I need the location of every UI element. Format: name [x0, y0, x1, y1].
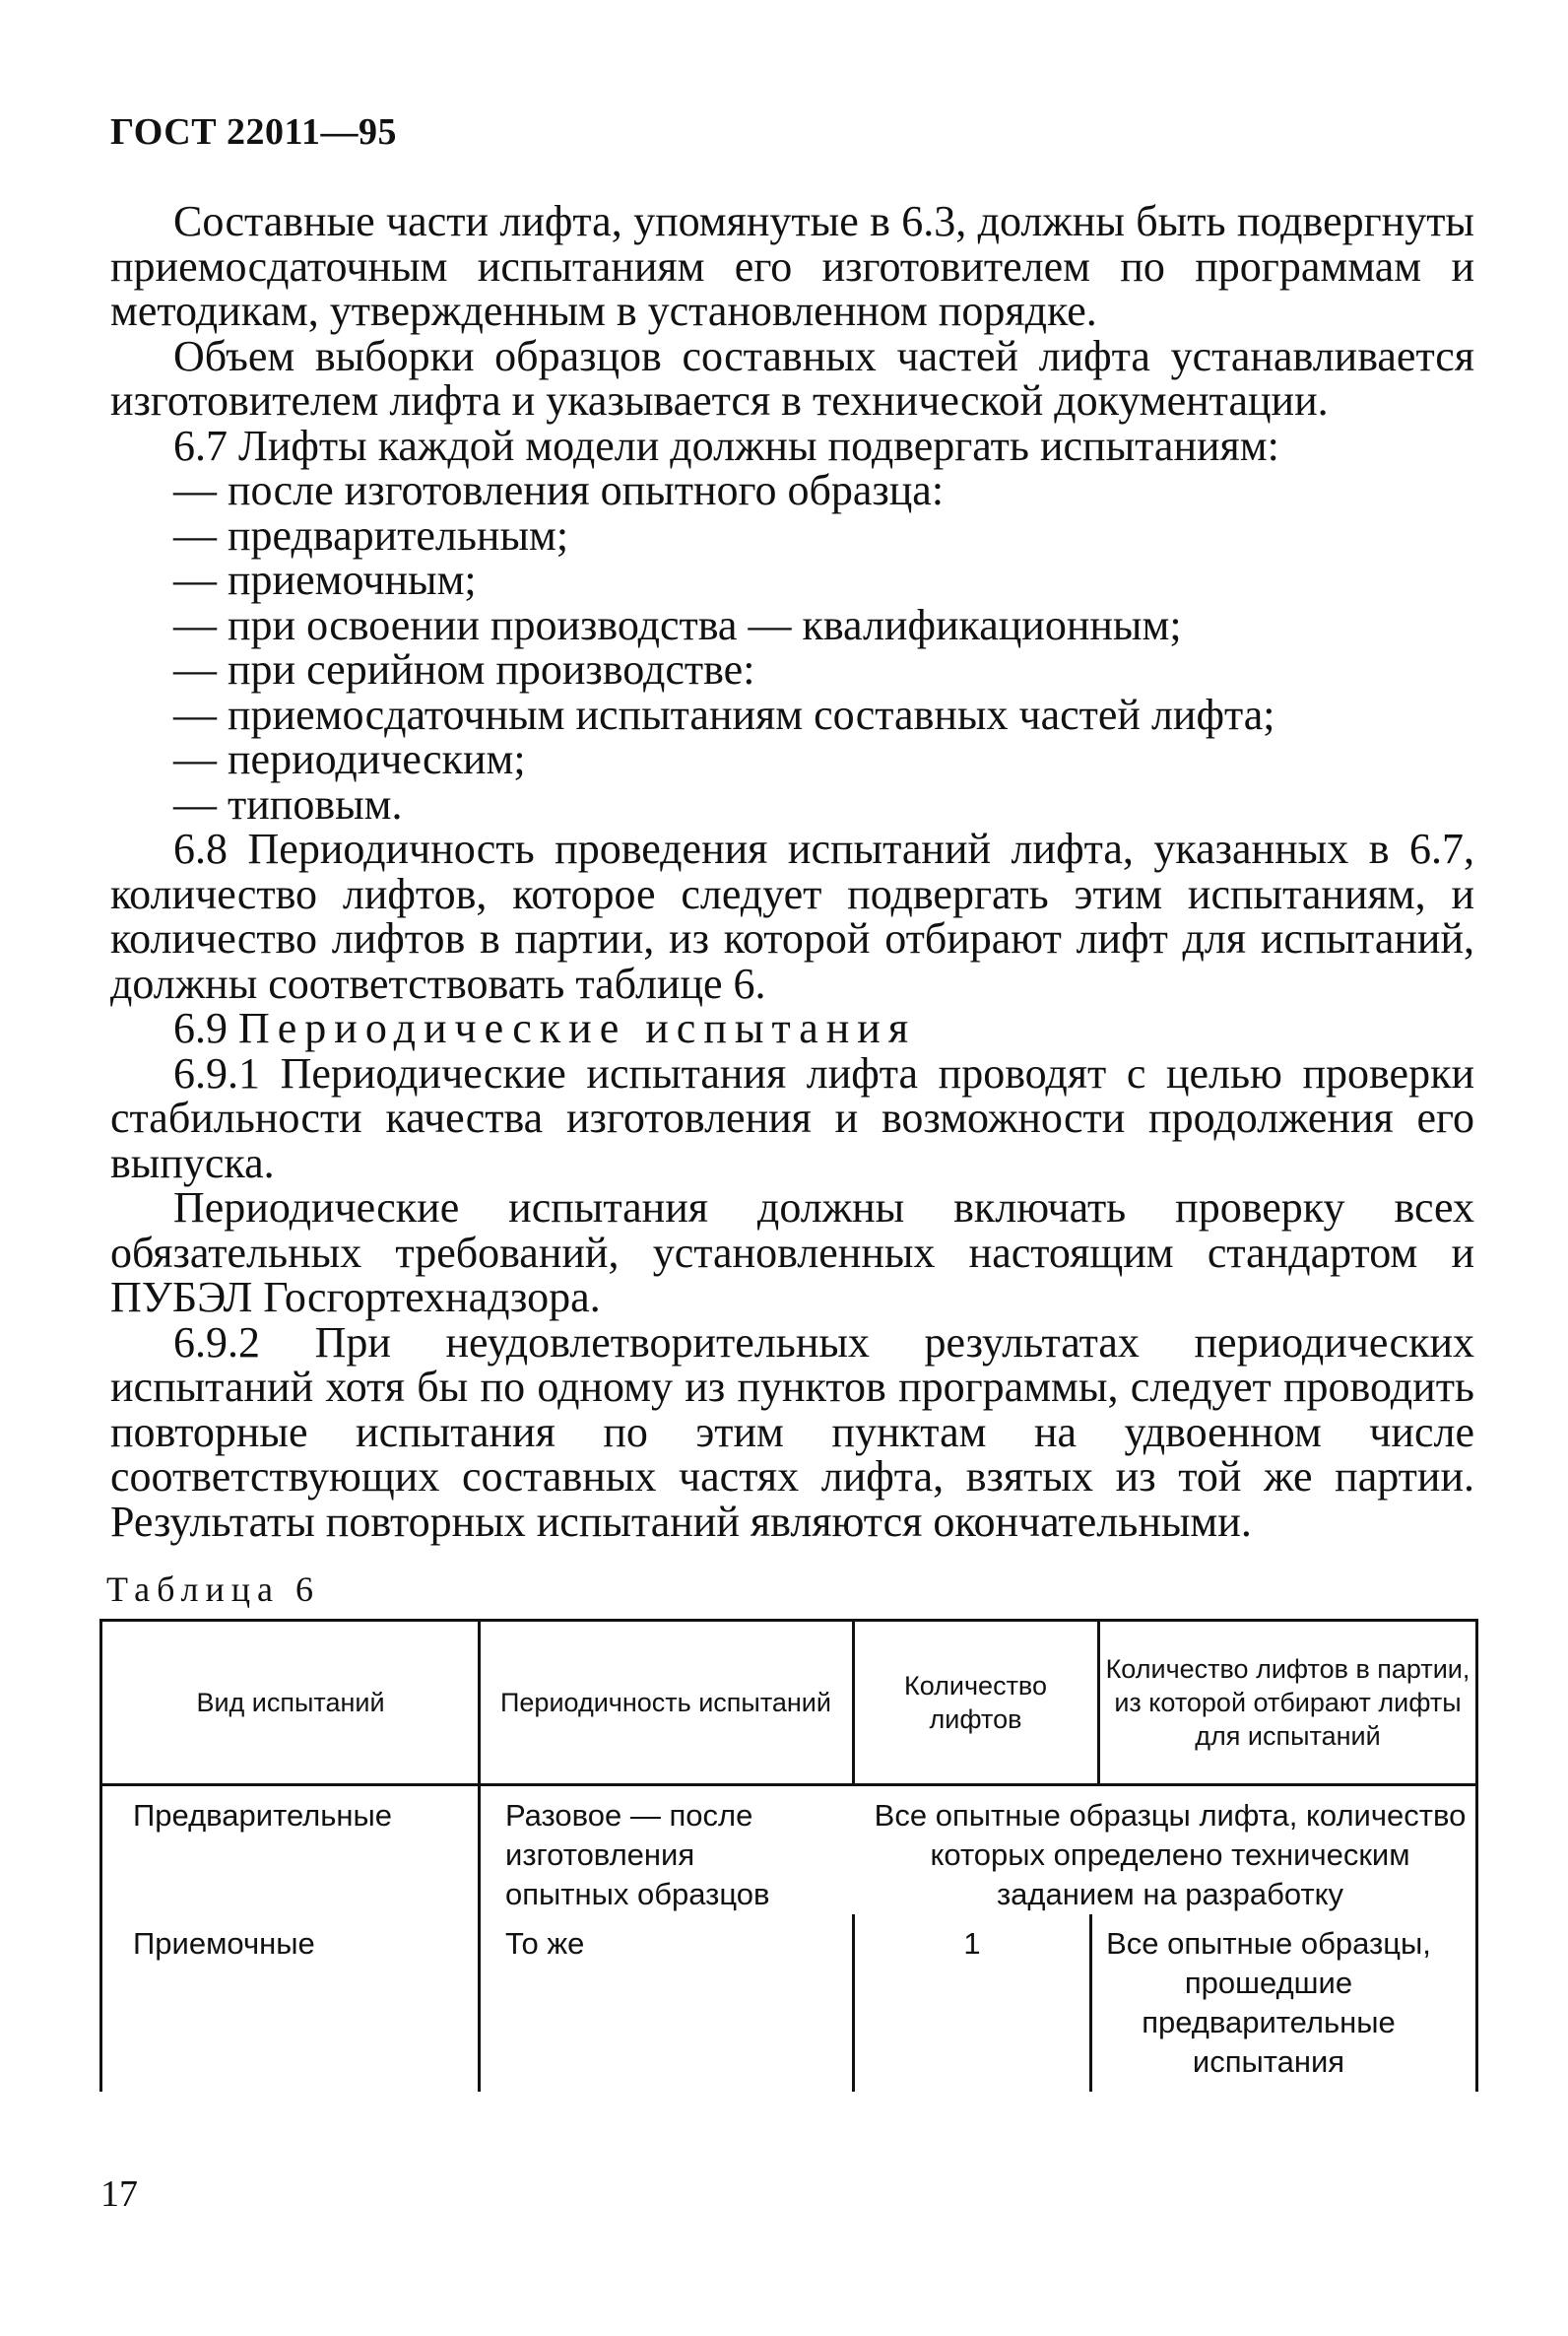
section-heading-6-9 [110, 1006, 1474, 1051]
table-header-periodicity: Периодичность испытаний [500, 1688, 831, 1717]
table-6 [99, 1619, 1478, 2092]
clause-6-7: 6.7 Лифты каждой модели должны подвергать испытаниям: [173, 421, 1279, 470]
paragraph: Составные части лифта, упомянутые в 6.3, должны быть подвергнуты приемосдаточным испытаниям его изготовителем по программам и методикам, утвержденным в установленном порядке. [110, 197, 1474, 335]
table-header-count: Количество лифтов [904, 1671, 1047, 1734]
table-row-1-periodicity: Разовое — после изготовления опытных образцов [505, 1798, 770, 1911]
table-row-2-count: 1 [963, 1926, 981, 1961]
table-row-2-batch: Все опытные образцы, прошедшие предварительные испытания [1106, 1926, 1431, 2079]
section-title: Периодические испытания [238, 1004, 917, 1052]
table-col-divider-2 [852, 1619, 855, 1783]
table-col-divider-3-lower [1089, 1914, 1092, 2092]
page-number: 17 [100, 2173, 138, 2215]
list-item: — предварительным; [173, 510, 569, 560]
list-item: — периодическим; [173, 735, 526, 783]
table-caption: Таблица 6 [106, 1569, 320, 1609]
table-row-1-merged: Все опытные образцы лифта, количество которых определено техническим заданием на разработку [874, 1798, 1467, 1911]
table-row-2-periodicity: То же [505, 1926, 585, 1961]
table-header-batch: Количество лифтов в партии, из которой отбирают лифты для испытаний [1105, 1654, 1470, 1751]
document-header: ГОСТ 22011—95 [110, 111, 397, 153]
clause-6-9-1: 6.9.1 Периодические испытания лифта проводят с целью проверки стабильности качества изготовления и возможности продолжения его выпуска. [110, 1048, 1474, 1187]
section-number: 6.9 [173, 1004, 228, 1052]
list-item: — после изготовления опытного образца: [173, 466, 945, 514]
table-col-divider-3 [1097, 1619, 1100, 1783]
table-header-divider [99, 1783, 1478, 1786]
table-row-1-type: Предварительные [133, 1798, 393, 1833]
list-item: — приемочным; [173, 556, 477, 604]
paragraph: Объем выборки образцов составных частей лифта устанавливается изготовителем лифта и указывается в технической документации. [110, 331, 1474, 425]
list-item: — типовым. [173, 779, 403, 829]
table-col-divider-1 [478, 1619, 481, 2092]
clause-6-9-2: 6.9.2 При неудовлетворительных результатах периодических испытаний хотя бы по одному из пунктов программы, следует проводить повторные испытания по этим пунктам на удвоенном числе соответствующих составных частях лифта, взятых из той же партии. Результаты повторных испытаний являются окончательными. [110, 1317, 1474, 1546]
list-item: — приемосдаточным испытаниям составных частей лифта; [173, 690, 1275, 739]
table-header-type: Вид испытаний [196, 1688, 385, 1717]
list-item: — при серийном производстве: [173, 645, 755, 694]
table-border-left [99, 1619, 102, 2092]
list-item: — при освоении производства — квалификационным; [173, 600, 1182, 649]
table-row-2-type: Приемочные [133, 1926, 315, 1961]
body-text [110, 199, 1474, 1544]
paragraph: Периодические испытания должны включать проверку всех обязательных требований, установленных настоящим стандартом и ПУБЭЛ Госгортехнадзора. [110, 1183, 1474, 1321]
table-col-divider-2-lower [852, 1914, 855, 2092]
clause-6-8: 6.8 Периодичность проведения испытаний лифта, указанных в 6.7, количество лифтов, которое следует подвергать этим испытаниям, и количество лифтов в партии, из которой отбирают лифт для испытаний, должны соответствовать таблице 6. [110, 825, 1474, 1008]
